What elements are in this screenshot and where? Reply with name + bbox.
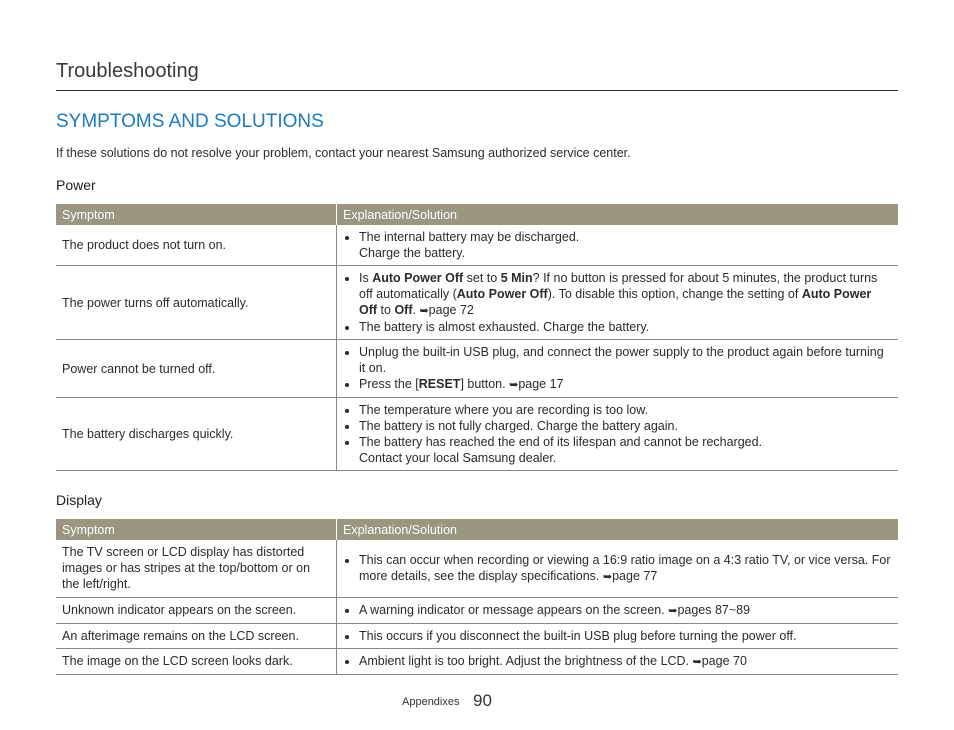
table-row: [56, 648, 898, 674]
symptom-cell: The battery discharges quickly.: [56, 398, 337, 471]
page-reference-arrow-icon: ➥: [509, 379, 519, 391]
solution-bullet: • This occurs if you disconnect the built-in USB plug before turning the power off.: [359, 628, 892, 644]
solution-bullet: • A warning indicator or message appears on the screen. ➥pages 87~89: [359, 602, 892, 619]
table-row: [56, 398, 898, 471]
solution-cell: [337, 398, 899, 471]
page-reference: page 70: [701, 653, 747, 668]
table-header-row: [56, 519, 898, 540]
display-heading: Display: [56, 492, 102, 508]
solution-bullet: • The battery is not fully charged. Charge the battery again.: [359, 418, 892, 434]
solution-bullet: • The battery has reached the end of its lifespan and cannot be recharged. Contact your local Samsung dealer.: [359, 434, 892, 466]
symptom-cell: Unknown indicator appears on the screen.: [56, 597, 337, 623]
table-row: [56, 540, 898, 597]
display-table: [56, 519, 898, 675]
solution-cell: [337, 340, 899, 398]
solution-bullet: • The battery is almost exhausted. Charge the battery.: [359, 319, 892, 335]
table-row: [56, 266, 898, 340]
solution-bullet: • Press the [RESET] button. ➥page 17: [359, 376, 892, 393]
section-title: SYMPTOMS AND SOLUTIONS: [56, 111, 324, 132]
solution-bullet: • The internal battery may be discharged. Charge the battery.: [359, 229, 892, 261]
solution-bullet: • This can occur when recording or viewing a 16:9 ratio image on a 4:3 ratio TV, or vice versa. For more details, see the display specifications. ➥page 77: [359, 552, 892, 585]
solution-cell: [337, 623, 899, 648]
symptom-cell: An afterimage remains on the LCD screen.: [56, 623, 337, 648]
page-reference: page 72: [428, 303, 474, 317]
column-header-symptom: Symptom: [56, 204, 337, 225]
table-row: [56, 623, 898, 648]
solution-cell: [337, 540, 899, 597]
intro-text: If these solutions do not resolve your problem, contact your nearest Samsung authorized service center.: [56, 146, 631, 160]
power-table: [56, 204, 898, 471]
solution-bullet: • The temperature where you are recording is too low.: [359, 402, 892, 418]
column-header-solution: Explanation/Solution: [337, 519, 899, 540]
column-header-solution: Explanation/Solution: [337, 204, 899, 225]
symptom-cell: The TV screen or LCD display has distorted images or has stripes at the top/bottom or on the left/right.: [56, 540, 337, 597]
page-reference-arrow-icon: ➥: [602, 570, 613, 583]
solution-bullet: • Is Auto Power Off set to 5 Min? If no button is pressed for about 5 minutes, the product turns off automatically (Auto Power Off). To disable this option, change the setting of Auto Power Off to Off. ➥page 72: [359, 270, 892, 319]
header-divider: [56, 90, 898, 91]
solution-cell: [337, 266, 899, 340]
page-header-title: Troubleshooting: [56, 60, 199, 82]
solution-cell: [337, 597, 899, 623]
symptom-cell: The power turns off automatically.: [56, 266, 337, 340]
solution-cell: [337, 225, 899, 266]
table-header-row: [56, 204, 898, 225]
symptom-cell: The image on the LCD screen looks dark.: [56, 648, 337, 674]
table-row: [56, 225, 898, 266]
page-number: 90: [473, 691, 492, 710]
page-reference-arrow-icon: ➥: [692, 655, 702, 668]
table-row: [56, 340, 898, 398]
page-reference: page 17: [518, 377, 564, 391]
solution-bullet: • Ambient light is too bright. Adjust the brightness of the LCD. ➥page 70: [359, 653, 892, 670]
power-heading: Power: [56, 177, 96, 193]
footer-section-label: Appendixes: [402, 696, 460, 708]
solution-cell: [337, 648, 899, 674]
solution-bullet: • Unplug the built-in USB plug, and connect the power supply to the product again before turning it on.: [359, 344, 892, 376]
column-header-symptom: Symptom: [56, 519, 337, 540]
table-row: [56, 597, 898, 623]
symptom-cell: The product does not turn on.: [56, 225, 337, 266]
page-reference: page 77: [612, 568, 658, 583]
page-reference: pages 87~89: [677, 602, 751, 617]
page-reference-arrow-icon: ➥: [668, 604, 678, 617]
symptom-cell: Power cannot be turned off.: [56, 340, 337, 398]
page-reference-arrow-icon: ➥: [419, 305, 429, 317]
